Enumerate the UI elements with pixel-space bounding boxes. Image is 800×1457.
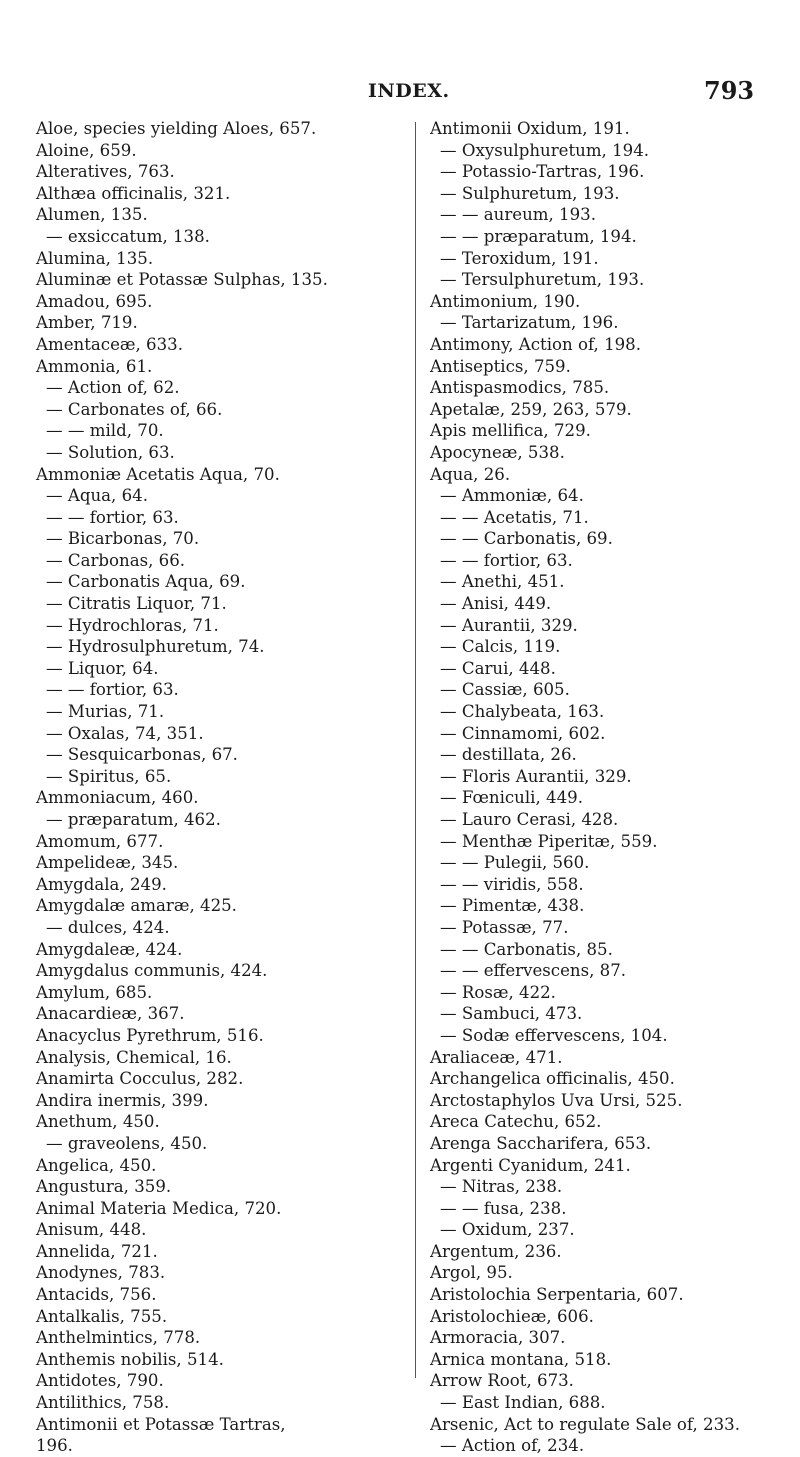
index-entry: Anethum, 450. bbox=[36, 1112, 160, 1132]
index-entry: Alumen, 135. bbox=[36, 205, 148, 225]
index-entry: Ammoniæ Acetatis Aqua, 70. bbox=[36, 464, 280, 484]
index-entry: Amygdala, 249. bbox=[36, 874, 167, 894]
index-entry: — destillata, 26. bbox=[440, 745, 577, 765]
index-entry: — Murias, 71. bbox=[46, 702, 165, 722]
index-entry: — Pimentæ, 438. bbox=[440, 896, 585, 916]
index-entry: Arctostaphylos Uva Ursi, 525. bbox=[430, 1090, 683, 1110]
index-entry: — Sambuci, 473. bbox=[440, 1004, 583, 1024]
index-entry: Araliaceæ, 471. bbox=[430, 1047, 563, 1067]
index-entry: — — præparatum, 194. bbox=[440, 226, 637, 246]
index-entry: — Floris Aurantii, 329. bbox=[440, 766, 632, 786]
index-entry: — — fortior, 63. bbox=[440, 550, 573, 570]
index-entry: Antimonium, 190. bbox=[430, 291, 581, 311]
index-entry: Anacardieæ, 367. bbox=[36, 1004, 185, 1024]
index-entry: Amygdalæ amaræ, 425. bbox=[36, 896, 237, 916]
index-entry: Amentaceæ, 633. bbox=[36, 334, 183, 354]
index-entry: — Sodæ effervescens, 104. bbox=[440, 1025, 668, 1045]
index-entry: — — Pulegii, 560. bbox=[440, 853, 590, 873]
index-entry: Antimonii Oxidum, 191. bbox=[430, 119, 630, 138]
index-entry: Antispasmodics, 785. bbox=[430, 378, 610, 398]
index-column-left bbox=[36, 118, 416, 1457]
index-entry: — graveolens, 450. bbox=[46, 1133, 208, 1153]
index-entry: Aloe, species yielding Aloes, 657. bbox=[36, 119, 317, 138]
index-entry: — Calcis, 119. bbox=[440, 637, 561, 657]
index-entry: Apis mellifica, 729. bbox=[430, 421, 591, 441]
index-entry: — Oxidum, 237. bbox=[440, 1220, 575, 1240]
index-entry: — Teroxidum, 191. bbox=[440, 248, 599, 268]
index-entry: Anodynes, 783. bbox=[36, 1263, 166, 1283]
index-entry: — — Carbonatis, 69. bbox=[440, 529, 613, 549]
index-entry: — — Carbonatis, 85. bbox=[440, 939, 613, 959]
index-entry: — Spiritus, 65. bbox=[46, 766, 172, 786]
index-entry: — Carbonates of, 66. bbox=[46, 399, 223, 419]
index-entry: — — effervescens, 87. bbox=[440, 961, 627, 981]
index-entry: Alteratives, 763. bbox=[36, 162, 175, 182]
index-entry: Amadou, 695. bbox=[36, 291, 153, 311]
index-entry: — Liquor, 64. bbox=[46, 658, 159, 678]
index-entry: — — fusa, 238. bbox=[440, 1198, 567, 1218]
column-divider bbox=[415, 122, 416, 1378]
index-entry: — — fortior, 63. bbox=[46, 680, 179, 700]
index-entry: 196. bbox=[36, 1436, 73, 1456]
index-entry: Arsenic, Act to regulate Sale of, 233. bbox=[430, 1414, 740, 1434]
index-entry: Animal Materia Medica, 720. bbox=[36, 1198, 282, 1218]
index-entry: Amber, 719. bbox=[36, 313, 138, 333]
index-entry: Ammoniacum, 460. bbox=[36, 788, 199, 808]
index-entry: Amylum, 685. bbox=[36, 982, 153, 1002]
index-entry: Areca Catechu, 652. bbox=[430, 1112, 602, 1132]
index-entry: — Action of, 234. bbox=[440, 1436, 585, 1456]
index-entry: Ammonia, 61. bbox=[36, 356, 153, 376]
index-entry: Antacids, 756. bbox=[36, 1285, 157, 1305]
index-entry: — Hydrochloras, 71. bbox=[46, 615, 219, 635]
index-entry: — — Acetatis, 71. bbox=[440, 507, 589, 527]
index-entry: Antalkalis, 755. bbox=[36, 1306, 168, 1326]
index-entry: — — fortior, 63. bbox=[46, 507, 179, 527]
index-entry: — Bicarbonas, 70. bbox=[46, 529, 200, 549]
index-entry: — Tartarizatum, 196. bbox=[440, 313, 619, 333]
index-entry: — Oxysulphuretum, 194. bbox=[440, 140, 650, 160]
index-entry: Aluminæ et Potassæ Sulphas, 135. bbox=[36, 270, 328, 290]
index-entry: Arrow Root, 673. bbox=[430, 1371, 574, 1391]
index-entry: — Carbonas, 66. bbox=[46, 550, 186, 570]
index-entry: — Fœniculi, 449. bbox=[440, 788, 583, 808]
index-entry: Alumina, 135. bbox=[36, 248, 154, 268]
index-entry: Argol, 95. bbox=[430, 1263, 513, 1283]
index-entry: Antiseptics, 759. bbox=[430, 356, 571, 376]
index-entry: — Carbonatis Aqua, 69. bbox=[46, 572, 246, 592]
page-number: 793 bbox=[704, 76, 755, 105]
index-entry: Aqua, 26. bbox=[430, 464, 511, 484]
index-entry: — Ammoniæ, 64. bbox=[440, 486, 584, 506]
index-entry: — Nitras, 238. bbox=[440, 1177, 563, 1197]
index-entry: — dulces, 424. bbox=[46, 917, 170, 937]
index-entry: — — viridis, 558. bbox=[440, 874, 584, 894]
index-entry: Antidotes, 790. bbox=[36, 1371, 164, 1391]
index-entry: — Anisi, 449. bbox=[440, 594, 552, 614]
index-entry: — Hydrosulphuretum, 74. bbox=[46, 637, 265, 657]
index-entry: — Sulphuretum, 193. bbox=[440, 183, 620, 203]
index-entry: Annelida, 721. bbox=[36, 1241, 158, 1261]
index-entry: Aloine, 659. bbox=[36, 140, 137, 160]
index-entry: — Carui, 448. bbox=[440, 658, 556, 678]
index-entry: Aristolochia Serpentaria, 607. bbox=[430, 1285, 684, 1305]
index-entry: — East Indian, 688. bbox=[440, 1393, 606, 1413]
index-entry: Antimony, Action of, 198. bbox=[430, 334, 642, 354]
index-entry: — Rosæ, 422. bbox=[440, 982, 556, 1002]
index-entry: — Action of, 62. bbox=[46, 378, 180, 398]
index-entry: Angelica, 450. bbox=[36, 1155, 157, 1175]
index-entry: — Potassio-Tartras, 196. bbox=[440, 162, 645, 182]
index-entry: — exsiccatum, 138. bbox=[46, 226, 210, 246]
index-entry: — Menthæ Piperitæ, 559. bbox=[440, 831, 658, 851]
index-entry: — Potassæ, 77. bbox=[440, 917, 569, 937]
index-entry: — Oxalas, 74, 351. bbox=[46, 723, 204, 743]
index-entry: Althæa officinalis, 321. bbox=[36, 183, 231, 203]
index-entry: Anisum, 448. bbox=[36, 1220, 147, 1240]
index-entry: Argenti Cyanidum, 241. bbox=[430, 1155, 631, 1175]
index-entry: Armoracia, 307. bbox=[430, 1328, 566, 1348]
index-entry: Apetalæ, 259, 263, 579. bbox=[430, 399, 632, 419]
index-entry: Amygdalus communis, 424. bbox=[36, 961, 268, 981]
index-entry: Andira inermis, 399. bbox=[36, 1090, 209, 1110]
index-entry: — Solution, 63. bbox=[46, 442, 175, 462]
index-entry: Antilithics, 758. bbox=[36, 1393, 170, 1413]
index-entry: Angustura, 359. bbox=[36, 1177, 172, 1197]
index-entry: Antimonii et Potassæ Tartras, bbox=[36, 1414, 286, 1434]
index-entry: Arnica montana, 518. bbox=[430, 1349, 612, 1369]
index-entry: — præparatum, 462. bbox=[46, 810, 221, 829]
index-entry: Amomum, 677. bbox=[36, 831, 164, 851]
index-entry: Anthelmintics, 778. bbox=[36, 1328, 201, 1348]
index-entry: Archangelica officinalis, 450. bbox=[430, 1069, 675, 1089]
index-entry: Amygdaleæ, 424. bbox=[36, 939, 183, 959]
index-column-right bbox=[430, 118, 800, 1457]
index-entry: — Citratis Liquor, 71. bbox=[46, 594, 227, 614]
index-entry: — Cassiæ, 605. bbox=[440, 680, 570, 700]
index-entry: Analysis, Chemical, 16. bbox=[36, 1047, 232, 1067]
index-entry: — Aurantii, 329. bbox=[440, 615, 578, 635]
index-entry: Aristolochieæ, 606. bbox=[430, 1306, 594, 1326]
running-header-title: INDEX. bbox=[368, 80, 450, 102]
index-entry: Anthemis nobilis, 514. bbox=[36, 1349, 224, 1369]
index-entry: Argentum, 236. bbox=[430, 1241, 562, 1261]
index-entry: — Cinnamomi, 602. bbox=[440, 723, 606, 743]
index-entry: — Lauro Cerasi, 428. bbox=[440, 810, 619, 829]
index-entry: Anamirta Cocculus, 282. bbox=[36, 1069, 244, 1089]
index-entry: Anacyclus Pyrethrum, 516. bbox=[36, 1025, 264, 1045]
page-header bbox=[0, 78, 800, 108]
index-entry: — Aqua, 64. bbox=[46, 486, 148, 506]
index-entry: — Anethi, 451. bbox=[440, 572, 565, 592]
index-entry: Ampelideæ, 345. bbox=[36, 853, 179, 873]
index-entry: — Tersulphuretum, 193. bbox=[440, 270, 645, 290]
index-entry: — — mild, 70. bbox=[46, 421, 164, 441]
index-entry: — — aureum, 193. bbox=[440, 205, 596, 225]
index-entry: Apocyneæ, 538. bbox=[430, 442, 565, 462]
index-entry: — Sesquicarbonas, 67. bbox=[46, 745, 238, 765]
index-entry: — Chalybeata, 163. bbox=[440, 702, 605, 722]
index-entry: Arenga Saccharifera, 653. bbox=[430, 1133, 652, 1153]
